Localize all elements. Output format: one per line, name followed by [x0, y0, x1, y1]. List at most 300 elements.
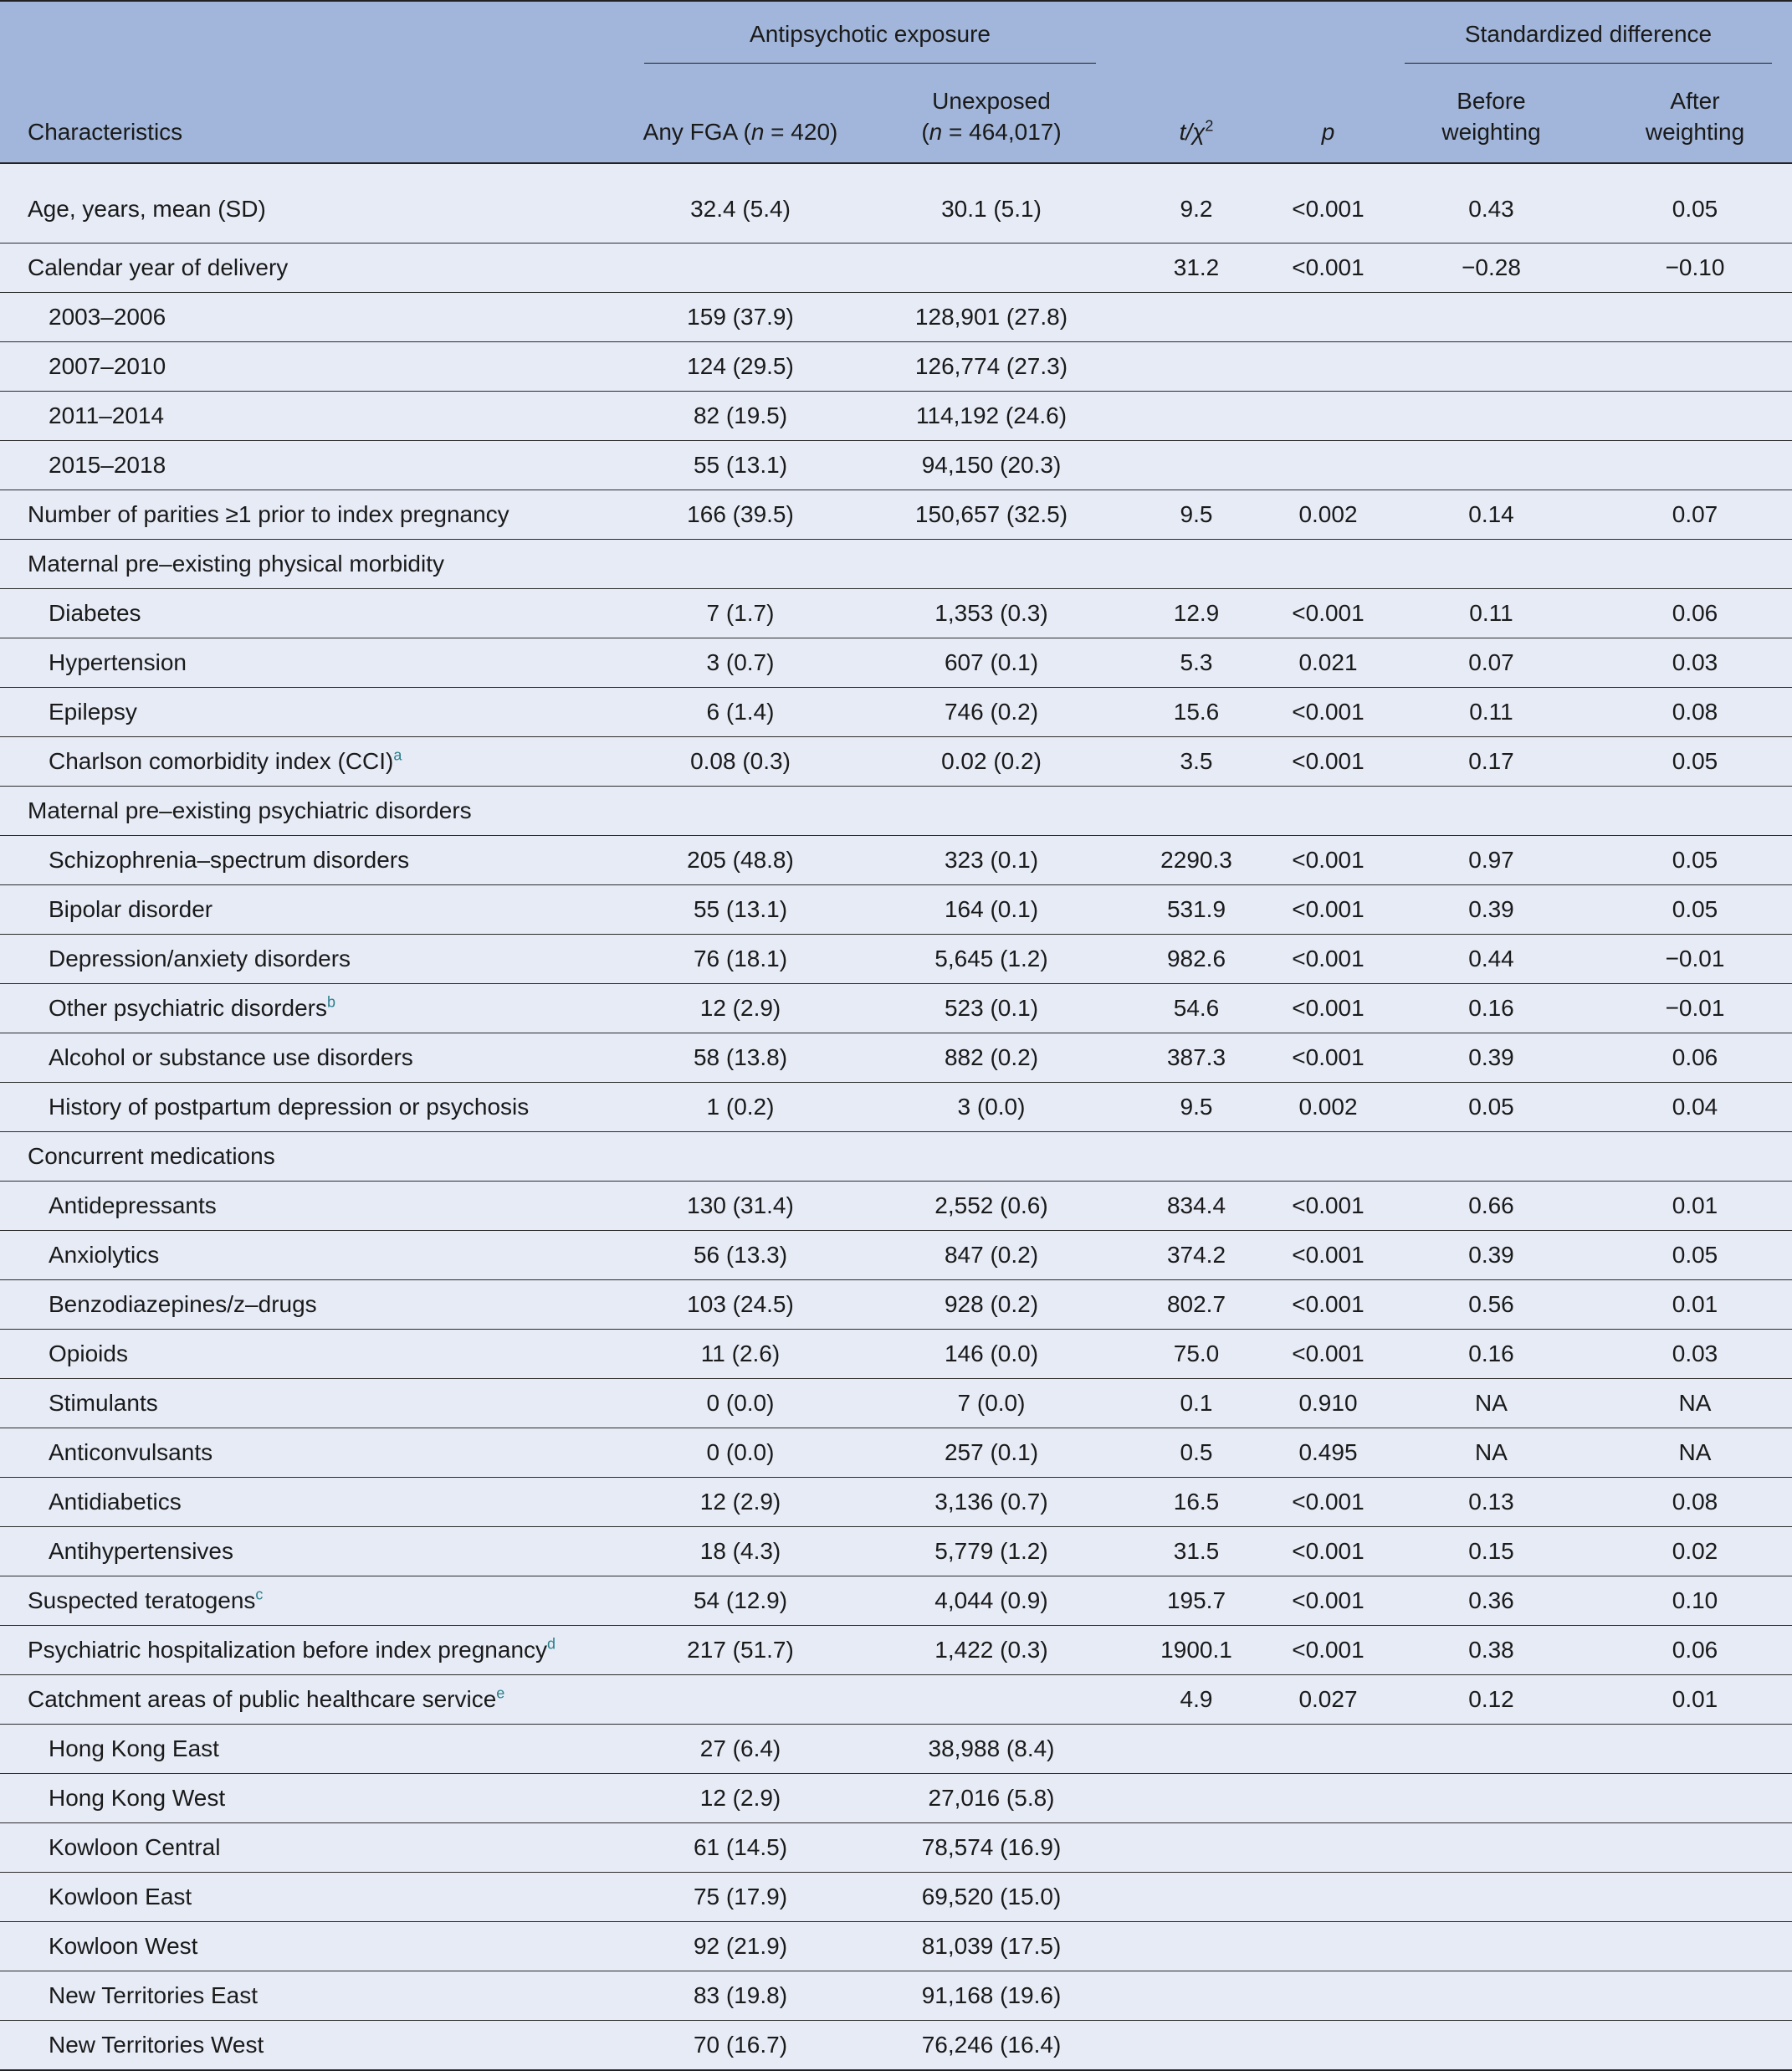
cell-after: −0.10: [1598, 243, 1792, 293]
cell-fga: 6 (1.4): [619, 688, 862, 737]
header-any-fga-suffix: = 420): [764, 119, 838, 145]
header-spacer: [1272, 1, 1385, 67]
row-label-text: Epilepsy: [49, 699, 137, 725]
table-row: [0, 1231, 1792, 1280]
cell-unexposed: [862, 1132, 1121, 1182]
row-label: [0, 163, 619, 243]
cell-p: <0.001: [1272, 1330, 1385, 1379]
cell-before: 0.13: [1385, 1478, 1598, 1527]
footnote-marker: c: [255, 1586, 264, 1603]
cell-unexposed: 882 (0.2): [862, 1033, 1121, 1083]
cell-stat: 802.7: [1121, 1280, 1272, 1330]
cell-fga: 54 (12.9): [619, 1576, 862, 1626]
footnote-marker: e: [496, 1684, 505, 1702]
cell-p: 0.910: [1272, 1379, 1385, 1428]
cell-after: 0.01: [1598, 1280, 1792, 1330]
cell-after: 0.05: [1598, 885, 1792, 935]
row-label-text: Other psychiatric disorders: [49, 995, 328, 1021]
cell-before: 0.11: [1385, 589, 1598, 638]
row-label: [0, 589, 619, 638]
row-label: [0, 1922, 619, 1971]
row-label: [0, 1774, 619, 1823]
row-label-text: Antihypertensives: [49, 1538, 234, 1564]
cell-before: [1385, 1774, 1598, 1823]
row-label-text: Opioids: [49, 1341, 128, 1366]
cell-unexposed: [862, 243, 1121, 293]
cell-before: [1385, 1971, 1598, 2021]
row-label: [0, 1083, 619, 1132]
row-label: [0, 1576, 619, 1626]
cell-unexposed: 3 (0.0): [862, 1083, 1121, 1132]
table-body: [0, 163, 1792, 2070]
cell-after: −0.01: [1598, 935, 1792, 984]
cell-fga: 130 (31.4): [619, 1182, 862, 1231]
cell-stat: [1121, 1774, 1272, 1823]
cell-unexposed: 128,901 (27.8): [862, 293, 1121, 342]
row-label-text: Bipolar disorder: [49, 896, 213, 922]
cell-fga: 7 (1.7): [619, 589, 862, 638]
cell-stat: 0.1: [1121, 1379, 1272, 1428]
cell-p: <0.001: [1272, 589, 1385, 638]
cell-stat: [1121, 1132, 1272, 1182]
header-stat-sup: 2: [1205, 117, 1214, 135]
row-label-text: Concurrent medications: [28, 1143, 275, 1169]
row-label: [0, 1330, 619, 1379]
cell-before: [1385, 392, 1598, 441]
cell-stat: 4.9: [1121, 1675, 1272, 1725]
cell-unexposed: 7 (0.0): [862, 1379, 1121, 1428]
row-label: [0, 836, 619, 885]
cell-before: 0.16: [1385, 1330, 1598, 1379]
row-label-text: Kowloon Central: [49, 1834, 221, 1860]
table-row: [0, 1922, 1792, 1971]
table-row: [0, 638, 1792, 688]
header-stat-chi: /χ: [1185, 119, 1206, 145]
row-label-text: Calendar year of delivery: [28, 254, 289, 280]
header-before-line2: weighting: [1441, 119, 1541, 145]
row-label-text: Alcohol or substance use disorders: [49, 1044, 413, 1070]
cell-fga: 124 (29.5): [619, 342, 862, 392]
cell-p: <0.001: [1272, 1231, 1385, 1280]
cell-stat: [1121, 342, 1272, 392]
cell-before: [1385, 1922, 1598, 1971]
row-label: [0, 1873, 619, 1922]
header-before-line1: Before: [1457, 88, 1526, 114]
cell-before: 0.16: [1385, 984, 1598, 1033]
table-row: [0, 1873, 1792, 1922]
cell-unexposed: 323 (0.1): [862, 836, 1121, 885]
cell-p: <0.001: [1272, 163, 1385, 243]
cell-after: 0.06: [1598, 1626, 1792, 1675]
cell-after: [1598, 1873, 1792, 1922]
cell-before: 0.97: [1385, 836, 1598, 885]
row-label-text: 2003–2006: [49, 304, 166, 330]
cell-stat: 834.4: [1121, 1182, 1272, 1231]
cell-stat: 195.7: [1121, 1576, 1272, 1626]
cell-after: NA: [1598, 1428, 1792, 1478]
cell-before: 0.14: [1385, 490, 1598, 540]
cell-fga: 12 (2.9): [619, 1478, 862, 1527]
cell-fga: 92 (21.9): [619, 1922, 862, 1971]
cell-stat: 12.9: [1121, 589, 1272, 638]
row-label-text: Age, years, mean (SD): [28, 196, 266, 222]
table-row: [0, 392, 1792, 441]
row-label: [0, 2021, 619, 2071]
header-group-exposure-label: Antipsychotic exposure: [644, 21, 1096, 64]
row-label-text: 2015–2018: [49, 452, 166, 478]
table-row: [0, 688, 1792, 737]
row-label: [0, 1675, 619, 1725]
cell-after: 0.01: [1598, 1182, 1792, 1231]
cell-stat: 31.2: [1121, 243, 1272, 293]
cell-fga: [619, 1132, 862, 1182]
cell-unexposed: 523 (0.1): [862, 984, 1121, 1033]
cell-unexposed: [862, 787, 1121, 836]
cell-after: 0.06: [1598, 1033, 1792, 1083]
cell-before: 0.17: [1385, 737, 1598, 787]
cell-before: [1385, 1823, 1598, 1873]
cell-fga: 55 (13.1): [619, 441, 862, 490]
row-label-text: Kowloon West: [49, 1933, 198, 1959]
cell-after: 0.03: [1598, 1330, 1792, 1379]
cell-before: 0.39: [1385, 1033, 1598, 1083]
table-row: [0, 1428, 1792, 1478]
cell-unexposed: 0.02 (0.2): [862, 737, 1121, 787]
table-row: [0, 1823, 1792, 1873]
header-unexposed-suffix: = 464,017): [942, 119, 1062, 145]
cell-before: 0.38: [1385, 1626, 1598, 1675]
cell-p: [1272, 1922, 1385, 1971]
header-p: [1272, 67, 1385, 163]
row-label-text: Maternal pre–existing psychiatric disorders: [28, 797, 472, 823]
table-row: [0, 737, 1792, 787]
cell-unexposed: 78,574 (16.9): [862, 1823, 1121, 1873]
cell-unexposed: 5,779 (1.2): [862, 1527, 1121, 1576]
table-row: [0, 1132, 1792, 1182]
cell-fga: 75 (17.9): [619, 1873, 862, 1922]
header-spacer: [1121, 1, 1272, 67]
cell-p: <0.001: [1272, 1527, 1385, 1576]
row-label: [0, 787, 619, 836]
cell-after: NA: [1598, 1379, 1792, 1428]
row-label: [0, 441, 619, 490]
row-label: [0, 688, 619, 737]
cell-fga: 1 (0.2): [619, 1083, 862, 1132]
cell-before: [1385, 787, 1598, 836]
row-label-text: Depression/anxiety disorders: [49, 946, 351, 971]
cell-unexposed: 847 (0.2): [862, 1231, 1121, 1280]
cell-p: <0.001: [1272, 1478, 1385, 1527]
cell-p: <0.001: [1272, 984, 1385, 1033]
cell-fga: 103 (24.5): [619, 1280, 862, 1330]
header-any-fga-prefix: Any FGA (: [643, 119, 751, 145]
row-label: [0, 1478, 619, 1527]
cell-p: [1272, 1873, 1385, 1922]
cell-p: <0.001: [1272, 836, 1385, 885]
cell-fga: 83 (19.8): [619, 1971, 862, 2021]
cell-fga: 55 (13.1): [619, 885, 862, 935]
cell-before: [1385, 1725, 1598, 1774]
row-label: [0, 1132, 619, 1182]
row-label: [0, 984, 619, 1033]
header-p-label: p: [1321, 119, 1335, 145]
header-stat-t: t: [1179, 119, 1186, 145]
cell-fga: 159 (37.9): [619, 293, 862, 342]
cell-fga: 76 (18.1): [619, 935, 862, 984]
footnote-marker: a: [393, 746, 402, 764]
header-unexposed-line1: Unexposed: [932, 88, 1051, 114]
table-row: [0, 1576, 1792, 1626]
cell-p: 0.021: [1272, 638, 1385, 688]
cell-stat: 31.5: [1121, 1527, 1272, 1576]
cell-unexposed: 146 (0.0): [862, 1330, 1121, 1379]
cell-stat: [1121, 787, 1272, 836]
cell-after: 0.05: [1598, 737, 1792, 787]
row-label-text: History of postpartum depression or psychosis: [49, 1094, 530, 1120]
cell-after: [1598, 540, 1792, 589]
cell-fga: 27 (6.4): [619, 1725, 862, 1774]
cell-unexposed: 1,422 (0.3): [862, 1626, 1121, 1675]
cell-unexposed: 114,192 (24.6): [862, 392, 1121, 441]
cell-before: 0.05: [1385, 1083, 1598, 1132]
table-row: [0, 2021, 1792, 2071]
cell-unexposed: 164 (0.1): [862, 885, 1121, 935]
cell-p: <0.001: [1272, 688, 1385, 737]
cell-fga: 0.08 (0.3): [619, 737, 862, 787]
cell-unexposed: 3,136 (0.7): [862, 1478, 1121, 1527]
cell-after: 0.06: [1598, 589, 1792, 638]
cell-before: [1385, 293, 1598, 342]
row-label-text: Suspected teratogens: [28, 1587, 256, 1613]
row-label: [0, 342, 619, 392]
cell-p: [1272, 1725, 1385, 1774]
cell-fga: [619, 540, 862, 589]
cell-unexposed: 928 (0.2): [862, 1280, 1121, 1330]
header-any-fga: [619, 67, 862, 163]
cell-p: [1272, 293, 1385, 342]
cell-stat: [1121, 1971, 1272, 2021]
table-row: [0, 441, 1792, 490]
cell-stat: [1121, 441, 1272, 490]
cell-after: 0.08: [1598, 1478, 1792, 1527]
cell-stat: 531.9: [1121, 885, 1272, 935]
cell-after: [1598, 1132, 1792, 1182]
cell-fga: 58 (13.8): [619, 1033, 862, 1083]
row-label: [0, 490, 619, 540]
row-label-text: Hong Kong West: [49, 1785, 226, 1811]
cell-stat: 9.5: [1121, 490, 1272, 540]
cell-p: [1272, 1774, 1385, 1823]
cell-before: 0.39: [1385, 885, 1598, 935]
cell-before: [1385, 1873, 1598, 1922]
cell-p: <0.001: [1272, 1033, 1385, 1083]
header-test-statistic: [1121, 67, 1272, 163]
cell-before: 0.39: [1385, 1231, 1598, 1280]
cell-fga: 217 (51.7): [619, 1626, 862, 1675]
table-row: [0, 589, 1792, 638]
cell-fga: 11 (2.6): [619, 1330, 862, 1379]
cell-fga: 18 (4.3): [619, 1527, 862, 1576]
cell-stat: [1121, 540, 1272, 589]
table-row: [0, 885, 1792, 935]
cell-fga: 12 (2.9): [619, 1774, 862, 1823]
cell-after: [1598, 1922, 1792, 1971]
row-label: [0, 638, 619, 688]
cell-before: 0.07: [1385, 638, 1598, 688]
cell-after: [1598, 787, 1792, 836]
cell-p: [1272, 1823, 1385, 1873]
cell-unexposed: 150,657 (32.5): [862, 490, 1121, 540]
cell-after: 0.01: [1598, 1675, 1792, 1725]
cell-stat: 15.6: [1121, 688, 1272, 737]
cell-stat: 9.2: [1121, 163, 1272, 243]
cell-stat: 0.5: [1121, 1428, 1272, 1478]
cell-after: [1598, 441, 1792, 490]
table-row: [0, 1527, 1792, 1576]
table-row: [0, 787, 1792, 836]
table-row: [0, 293, 1792, 342]
cell-p: [1272, 1132, 1385, 1182]
cell-before: [1385, 2021, 1598, 2071]
cell-stat: 9.5: [1121, 1083, 1272, 1132]
cell-before: 0.43: [1385, 163, 1598, 243]
cell-after: 0.07: [1598, 490, 1792, 540]
cell-after: [1598, 342, 1792, 392]
cell-stat: [1121, 293, 1272, 342]
cell-p: 0.495: [1272, 1428, 1385, 1478]
row-label-text: Benzodiazepines/z–drugs: [49, 1291, 317, 1317]
footnote-marker: d: [547, 1635, 556, 1653]
row-label: [0, 885, 619, 935]
row-label: [0, 293, 619, 342]
cell-unexposed: 69,520 (15.0): [862, 1873, 1121, 1922]
row-label-text: 2007–2010: [49, 353, 166, 379]
row-label-text: Number of parities ≥1 prior to index pregnancy: [28, 501, 509, 527]
row-label-text: Catchment areas of public healthcare service: [28, 1686, 497, 1712]
table-row: [0, 1280, 1792, 1330]
row-label: [0, 1971, 619, 2021]
row-label: [0, 1823, 619, 1873]
table-row: [0, 1626, 1792, 1675]
cell-before: 0.66: [1385, 1182, 1598, 1231]
row-label: [0, 243, 619, 293]
table-row: [0, 540, 1792, 589]
cell-unexposed: 94,150 (20.3): [862, 441, 1121, 490]
cell-before: NA: [1385, 1379, 1598, 1428]
cell-stat: [1121, 2021, 1272, 2071]
cell-unexposed: 607 (0.1): [862, 638, 1121, 688]
cell-fga: 70 (16.7): [619, 2021, 862, 2071]
header-group-std-diff-label: Standardized difference: [1405, 21, 1771, 64]
cell-unexposed: 257 (0.1): [862, 1428, 1121, 1478]
header-spacer: [0, 1, 619, 67]
row-label-text: Antidepressants: [49, 1192, 217, 1218]
cell-after: [1598, 2021, 1792, 2071]
table-row: [0, 1774, 1792, 1823]
cell-before: 0.15: [1385, 1527, 1598, 1576]
cell-p: <0.001: [1272, 1280, 1385, 1330]
cell-stat: [1121, 1725, 1272, 1774]
cell-before: 0.44: [1385, 935, 1598, 984]
row-label: [0, 1725, 619, 1774]
cell-before: [1385, 342, 1598, 392]
cell-after: [1598, 1774, 1792, 1823]
cell-before: [1385, 1132, 1598, 1182]
cell-fga: 12 (2.9): [619, 984, 862, 1033]
header-after-weighting: [1598, 67, 1792, 163]
cell-p: [1272, 441, 1385, 490]
cell-after: 0.05: [1598, 1231, 1792, 1280]
table-row: [0, 243, 1792, 293]
cell-unexposed: 746 (0.2): [862, 688, 1121, 737]
cell-stat: 5.3: [1121, 638, 1272, 688]
cell-p: <0.001: [1272, 885, 1385, 935]
cell-unexposed: 76,246 (16.4): [862, 2021, 1121, 2071]
cell-p: <0.001: [1272, 1576, 1385, 1626]
cell-after: −0.01: [1598, 984, 1792, 1033]
cell-before: 0.12: [1385, 1675, 1598, 1725]
cell-p: [1272, 2021, 1385, 2071]
cell-before: [1385, 540, 1598, 589]
cell-fga: 205 (48.8): [619, 836, 862, 885]
row-label: [0, 1182, 619, 1231]
row-label: [0, 1428, 619, 1478]
cell-after: [1598, 1823, 1792, 1873]
cell-unexposed: 38,988 (8.4): [862, 1725, 1121, 1774]
cell-unexposed: 81,039 (17.5): [862, 1922, 1121, 1971]
row-label-text: Hong Kong East: [49, 1735, 219, 1761]
row-label-text: Charlson comorbidity index (CCI): [49, 748, 394, 774]
row-label-text: Maternal pre–existing physical morbidity: [28, 551, 444, 577]
header-group-std-diff: [1385, 1, 1792, 67]
cell-after: [1598, 392, 1792, 441]
row-label-text: Stimulants: [49, 1390, 158, 1416]
cell-unexposed: [862, 1675, 1121, 1725]
table-row: [0, 1083, 1792, 1132]
row-label: [0, 1231, 619, 1280]
cell-after: 0.02: [1598, 1527, 1792, 1576]
table-row: [0, 1971, 1792, 2021]
cell-after: [1598, 1971, 1792, 2021]
row-label-text: Psychiatric hospitalization before index pregnancy: [28, 1637, 548, 1663]
cell-stat: [1121, 1922, 1272, 1971]
cell-stat: [1121, 1823, 1272, 1873]
cell-stat: 75.0: [1121, 1330, 1272, 1379]
cell-unexposed: 5,645 (1.2): [862, 935, 1121, 984]
cell-p: [1272, 392, 1385, 441]
cell-p: <0.001: [1272, 935, 1385, 984]
row-label: [0, 737, 619, 787]
cell-after: 0.05: [1598, 163, 1792, 243]
cell-before: −0.28: [1385, 243, 1598, 293]
table-row: [0, 490, 1792, 540]
row-label-text: New Territories West: [49, 2032, 264, 2058]
header-characteristics: Characteristics: [0, 67, 619, 163]
row-label-text: Hypertension: [49, 649, 187, 675]
row-label-text: Diabetes: [49, 600, 141, 626]
cell-stat: 374.2: [1121, 1231, 1272, 1280]
row-label-text: Anticonvulsants: [49, 1439, 213, 1465]
cell-stat: 3.5: [1121, 737, 1272, 787]
cell-stat: 2290.3: [1121, 836, 1272, 885]
table-row: [0, 1478, 1792, 1527]
cell-p: <0.001: [1272, 737, 1385, 787]
cell-fga: 32.4 (5.4): [619, 163, 862, 243]
cell-unexposed: 2,552 (0.6): [862, 1182, 1121, 1231]
cell-after: [1598, 1725, 1792, 1774]
table-row: [0, 836, 1792, 885]
table-row: [0, 1033, 1792, 1083]
